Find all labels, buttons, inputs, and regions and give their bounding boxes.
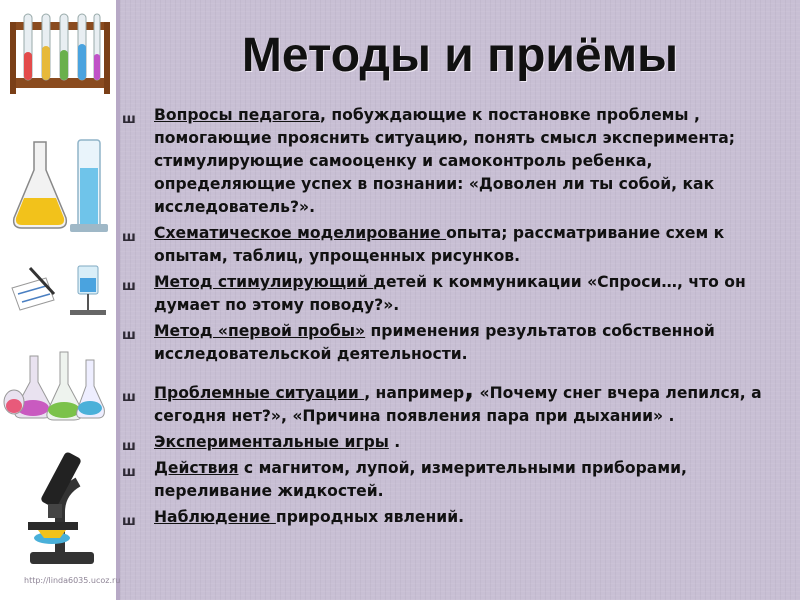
list-item <box>118 222 790 268</box>
colored-flasks-icon <box>0 346 118 426</box>
bullet-marker-icon: ш <box>122 279 136 294</box>
bullet-lead: Метод стимулирующий <box>154 273 374 291</box>
bullet-lead: Экспериментальные игры <box>154 433 389 451</box>
list-item <box>118 104 790 219</box>
bullet-text: детей к коммуникации «Спроси…, что он думает по этому поводу?». <box>154 273 746 314</box>
bullet-marker-icon: ш <box>122 465 136 480</box>
bullet-lead: Вопросы педагога <box>154 106 321 124</box>
bullet-text: с магнитом, лупой, измерительными приборами, переливание жидкостей. <box>154 459 687 500</box>
bullet-lead: Наблюдение <box>154 508 276 526</box>
bullet-lead: Действия <box>154 459 239 477</box>
bullet-text: природных явлений. <box>275 508 465 526</box>
list-item <box>118 320 790 366</box>
bullet-lead: Метод «первой пробы» <box>154 322 366 340</box>
watermark-text: http://linda6035.ucoz.ru <box>24 576 121 585</box>
list-item <box>118 457 790 503</box>
bullet-marker-icon: ш <box>122 230 136 245</box>
list-item <box>118 431 790 454</box>
list-item <box>118 506 790 529</box>
flask-and-cylinder-icon <box>0 128 118 240</box>
bullet-text: «Почему снег вчера лепился, а сегодня нет?», «Причина появления пара при дыхании» . <box>154 384 762 425</box>
bullet-list <box>118 104 790 532</box>
bullet-marker-icon: ш <box>122 328 136 343</box>
slide-title: Методы и приёмы <box>241 29 679 82</box>
list-item <box>118 375 790 428</box>
writing-and-apparatus-icon <box>0 258 118 318</box>
list-item <box>118 271 790 317</box>
test-tube-rack-icon <box>0 8 118 108</box>
bullet-marker-icon: ш <box>122 112 136 127</box>
illustration-strip <box>0 0 120 600</box>
bullet-marker-icon: ш <box>122 514 136 529</box>
bullet-comma: , <box>464 375 475 405</box>
bullet-marker-icon: ш <box>122 390 136 405</box>
bullet-text: опыта; рассматривание схем к опытам, таблиц, упрощенных рисунков. <box>154 224 725 265</box>
bullet-lead: Проблемные ситуации <box>154 384 365 402</box>
bullet-text: применения результатов собственной исследовательской деятельности. <box>154 322 715 363</box>
bullet-text: , побуждающие к постановке проблемы , помогающие прояснить ситуацию, понять смысл эксперимента; стимулирующие самооценку и самоконтроль ребенка, определяющие успех в познании: «Доволен ли ты собой, как исследователь?». <box>154 106 735 216</box>
bullet-text: . <box>388 433 401 451</box>
bullet-lead: Схематическое моделирование <box>154 224 447 242</box>
bullet-text-mid: , например <box>364 384 465 402</box>
microscope-icon <box>0 442 118 572</box>
bullet-marker-icon: ш <box>122 439 136 454</box>
